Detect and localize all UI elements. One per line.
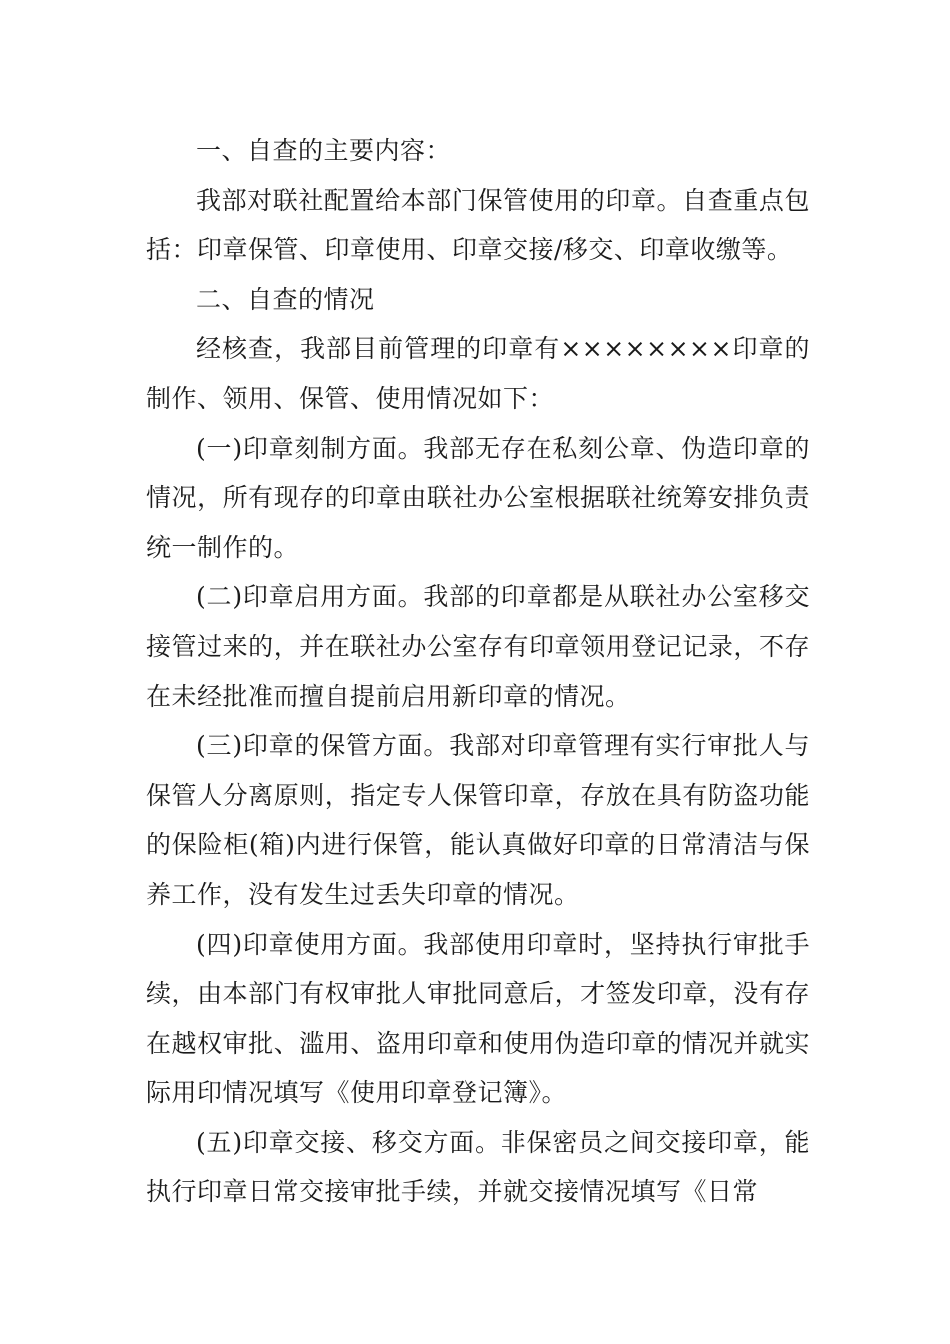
paragraph: 经核查，我部目前管理的印章有××××××××印章的制作、领用、保管、使用情况如下：: [146, 334, 810, 413]
paragraph-item-2: (二)印章启用方面。我部的印章都是从联社办公室移交接管过来的，并在联社办公室存有印章领用登记记录，不存在未经批准而擅自提前启用新印章的情况。: [146, 582, 810, 711]
paragraph-item-5: (五)印章交接、移交方面。非保密员之间交接印章，能执行印章日常交接审批手续，并就交接情况填写《日常: [146, 1127, 810, 1207]
paragraph: 我部对联社配置给本部门保管使用的印章。自查重点包括：印章保管、印章使用、印章交接/移交、印章收缴等。: [146, 185, 810, 265]
document-body: [146, 126, 810, 1217]
paragraph-item-4: (四)印章使用方面。我部使用印章时，坚持执行审批手续，由本部门有权审批人审批同意后，才签发印章，没有存在越权审批、滥用、盗用印章和使用伪造印章的情况并就实际用印情况填写《使用印章登记簿》。: [146, 929, 810, 1108]
section-heading-2: 二、自查的情况: [196, 284, 375, 314]
paragraph-item-3: (三)印章的保管方面。我部对印章管理有实行审批人与保管人分离原则，指定专人保管印章，存放在具有防盗功能的保险柜(箱)内进行保管，能认真做好印章的日常清洁与保养工作，没有发生过丢失印章的情况。: [146, 731, 810, 909]
paragraph-item-1: (一)印章刻制方面。我部无存在私刻公章、伪造印章的情况，所有现存的印章由联社办公室根据联社统筹安排负责统一制作的。: [146, 433, 810, 562]
section-heading-1: 一、自查的主要内容：: [196, 136, 452, 165]
